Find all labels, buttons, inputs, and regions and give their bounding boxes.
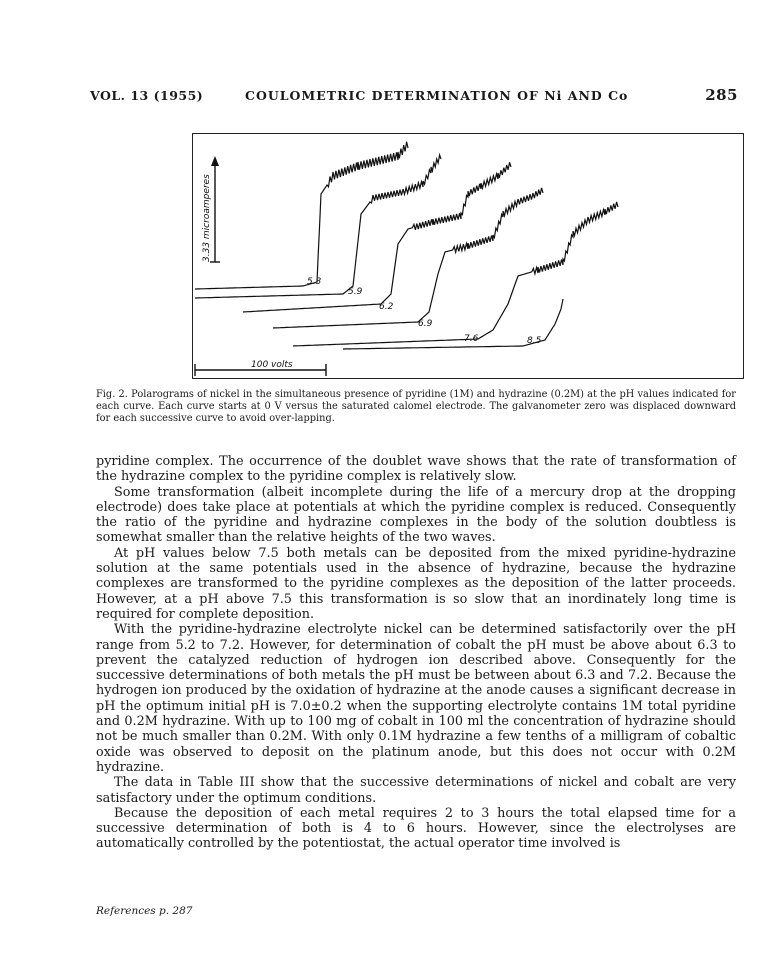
curve-ph-6.2 xyxy=(243,162,511,312)
polarogram-figure xyxy=(192,133,744,379)
polarogram-plot xyxy=(193,134,742,377)
paragraph: The data in Table III show that the successive determinations of nickel and cobalt are very satisfactory under the optimum conditions. xyxy=(96,775,736,806)
running-header xyxy=(90,88,738,108)
paragraph: Some transformation (albeit incomplete during the life of a mercury drop at the dropping electrode) does take place at potentials at which the pyridine complex is reduced. Consequently the ratio of the pyridine and hydrazine complexes in the body of the solution doubtless is somewhat smaller than the relative heights of the two waves. xyxy=(96,484,736,546)
polarogram-curves xyxy=(195,142,618,349)
curve-label-5.9: 5.9 xyxy=(348,287,363,297)
running-title: COULOMETRIC DETERMINATION OF Ni AND Co xyxy=(245,88,629,103)
curve-ph-5.3 xyxy=(195,142,408,289)
paragraph: At pH values below 7.5 both metals can be deposited from the mixed pyridine-hydrazine solution at the same potentials used in the absence of hydrazine, because the hydrazine complexes are transformed to the pyridine complexes as the deposition of the latter proceeds. However, at a pH above 7.5 this transformation is so slow that an inordinately long time is required for complete deposition. xyxy=(96,545,736,622)
paragraph: With the pyridine-hydrazine electrolyte nickel can be determined satisfactorily over the pH range from 5.2 to 7.2. However, for determination of cobalt the pH must be above about 6.3 to prevent the catalyzed reduction of hydrogen ion described above. Consequently for the successive determinations of both metals the pH must be between about 6.3 and 7.2. Because the hydrogen ion produced by the oxidation of hydrazine at the anode causes a significant decrease in pH the optimum initial pH is 7.0±0.2 when the supporting electrolyte contains 1M total pyridine and 0.2M hydrazine. With up to 100 mg of cobalt in 100 ml the concentration of hydrazine should not be much smaller than 0.2M. With only 0.1M hydrazine a few tenths of a milligram of cobaltic oxide was observed to deposit on the platinum anode, but this does not occur with 0.2M hydrazine. xyxy=(96,622,736,775)
curve-ph-7.6 xyxy=(293,202,618,346)
paragraph: Because the deposition of each metal requires 2 to 3 hours the total elapsed time for a successive determination of both is 4 to 6 hours. However, since the electrolyses are automatically controlled by the potentiostat, the actual operator time involved is xyxy=(96,805,736,852)
volume-label: VOL. 13 (1955) xyxy=(90,88,204,103)
curve-ph-6.9 xyxy=(273,188,543,328)
references-note: References p. 287 xyxy=(96,905,193,917)
curve-label-6.9: 6.9 xyxy=(418,319,433,329)
curve-label-7.6: 7.6 xyxy=(464,334,479,344)
page-number: 285 xyxy=(705,86,738,104)
curve-label-5.3: 5.3 xyxy=(307,277,322,287)
y-axis-label: 3.33 microamperes xyxy=(202,174,212,262)
curve-label-8.5: 8.5 xyxy=(527,336,542,346)
curve-label-6.2: 6.2 xyxy=(379,302,394,312)
body-text xyxy=(96,454,736,852)
paragraph: pyridine complex. The occurrence of the doublet wave shows that the rate of transformation of the hydrazine complex to the pyridine complex is relatively slow. xyxy=(96,454,736,485)
voltage-scale-label: 100 volts xyxy=(251,360,293,370)
figure-caption: Fig. 2. Polarograms of nickel in the simultaneous presence of pyridine (1M) and hydrazine (0.2M) at the pH values indicated for each curve. Each curve starts at 0 V versus the saturated calomel electrode. The galvanometer zero was displaced downward for each successive curve to avoid over-lapping. xyxy=(96,389,736,424)
